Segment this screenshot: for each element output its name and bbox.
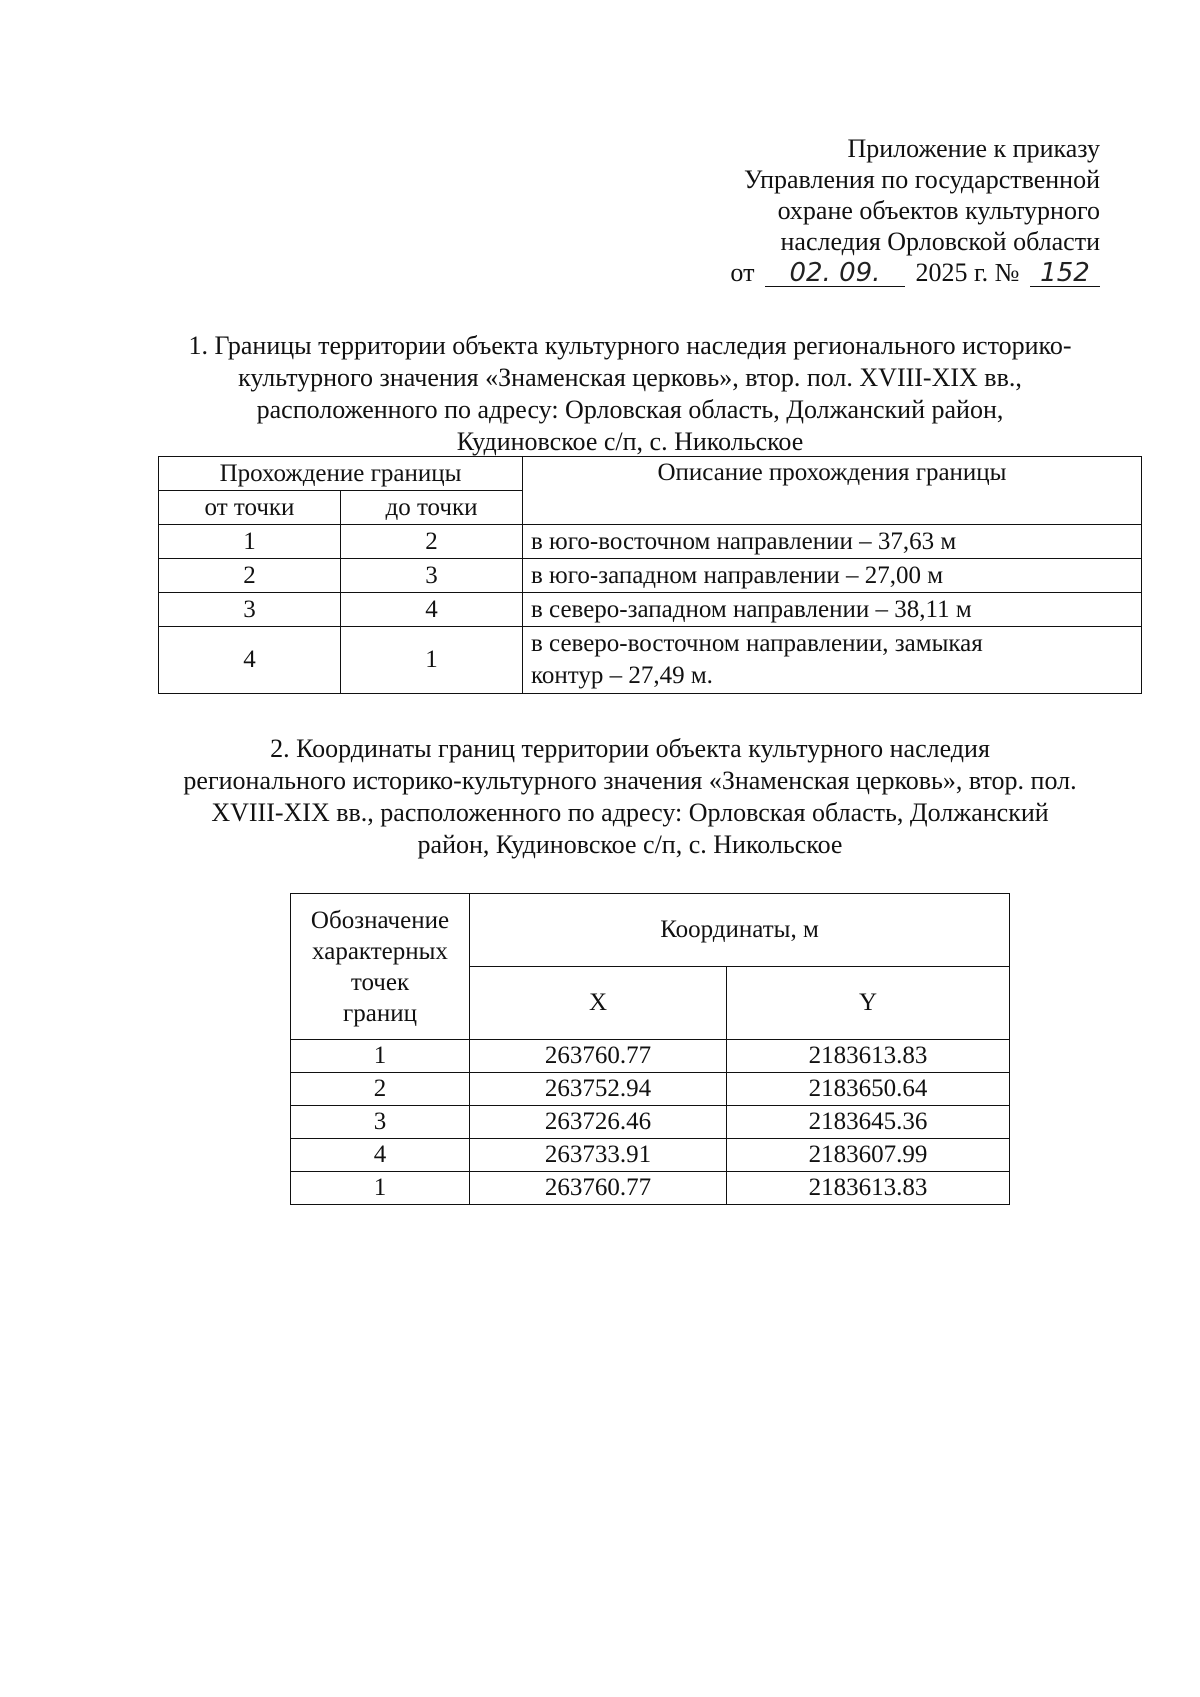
- cell-y: 2183607.99: [727, 1139, 1010, 1172]
- table-row: [291, 1139, 1010, 1172]
- header-date-line: [640, 257, 1100, 288]
- cell-to: 2: [341, 525, 523, 559]
- coordinates-table: [290, 893, 1010, 1205]
- handwritten-order-number: 152: [1030, 260, 1100, 287]
- cell-x: 263760.77: [470, 1040, 727, 1073]
- cell-y: 2183613.83: [727, 1040, 1010, 1073]
- section1-title: [150, 330, 1110, 458]
- header-point-designation: [291, 894, 470, 1040]
- cell-point: 1: [291, 1172, 470, 1205]
- header-y: Y: [727, 967, 1010, 1040]
- cell-description: [523, 627, 1142, 694]
- cell-from: 4: [159, 627, 341, 694]
- header-designation-line: характерных: [312, 937, 448, 965]
- table-row: [159, 593, 1142, 627]
- date-prefix: от: [730, 258, 755, 287]
- cell-from: 1: [159, 525, 341, 559]
- cell-point: 4: [291, 1139, 470, 1172]
- cell-point: 3: [291, 1106, 470, 1139]
- cell-description-line: в северо-восточном направлении, замыкая: [531, 630, 983, 657]
- cell-point: 1: [291, 1040, 470, 1073]
- table-row: [291, 1073, 1010, 1106]
- handwritten-date: 02. 09.: [765, 260, 905, 287]
- table-header-row: [291, 894, 1010, 967]
- header-boundary-route: Прохождение границы: [159, 457, 523, 491]
- section2-title-line: XVIII-XIX вв., расположенного по адресу: Орловская область, Должанский: [211, 798, 1049, 827]
- cell-y: 2183645.36: [727, 1106, 1010, 1139]
- cell-x: 263760.77: [470, 1172, 727, 1205]
- table-row: [291, 1040, 1010, 1073]
- header-from-point: от точки: [159, 491, 341, 525]
- header-x: X: [470, 967, 727, 1040]
- year-text: 2025 г. №: [915, 258, 1020, 287]
- header-to-point: до точки: [341, 491, 523, 525]
- cell-x: 263726.46: [470, 1106, 727, 1139]
- section2-title-line: район, Кудиновское с/п, с. Никольское: [417, 830, 843, 859]
- cell-description-line: контур – 27,49 м.: [531, 662, 713, 689]
- cell-from: 3: [159, 593, 341, 627]
- cell-y: 2183650.64: [727, 1073, 1010, 1106]
- cell-description: в северо-западном направлении – 38,11 м: [523, 593, 1142, 627]
- header-designation-line: Обозначение: [310, 906, 450, 934]
- table-row: [291, 1106, 1010, 1139]
- cell-to: 4: [341, 593, 523, 627]
- table-row: [159, 525, 1142, 559]
- boundary-route-table: [158, 456, 1142, 694]
- section1-title-line: культурного значения «Знаменская церковь», втор. пол. XVIII-XIX вв.,: [238, 363, 1022, 392]
- cell-from: 2: [159, 559, 341, 593]
- appendix-header: [640, 133, 1100, 288]
- cell-y: 2183613.83: [727, 1172, 1010, 1205]
- header-designation-line: границ: [343, 999, 417, 1027]
- cell-description: в юго-восточном направлении – 37,63 м: [523, 525, 1142, 559]
- header-coordinates: Координаты, м: [470, 894, 1010, 967]
- cell-description: в юго-западном направлении – 27,00 м: [523, 559, 1142, 593]
- cell-to: 3: [341, 559, 523, 593]
- table-row: [291, 1172, 1010, 1205]
- header-line-1: Приложение к приказу: [847, 134, 1100, 163]
- section1-title-line: расположенного по адресу: Орловская область, Должанский район,: [256, 395, 1004, 424]
- table-row: [159, 627, 1142, 694]
- section2-title-line: регионального историко-культурного значения «Знаменская церковь», втор. пол.: [183, 766, 1077, 795]
- cell-to: 1: [341, 627, 523, 694]
- table-row: [159, 559, 1142, 593]
- header-line-3: охране объектов культурного: [777, 196, 1100, 225]
- table-header-row: [159, 457, 1142, 491]
- header-line-4: наследия Орловской области: [780, 227, 1100, 256]
- cell-x: 263752.94: [470, 1073, 727, 1106]
- header-designation-line: точек: [350, 968, 410, 996]
- section1-title-line: Кудиновское с/п, с. Никольское: [456, 427, 804, 456]
- header-line-2: Управления по государственной: [743, 165, 1100, 194]
- cell-point: 2: [291, 1073, 470, 1106]
- section1-title-line: 1. Границы территории объекта культурного наследия регионального историко-: [188, 331, 1072, 360]
- section2-title: [150, 733, 1110, 861]
- section2-title-line: 2. Координаты границ территории объекта культурного наследия: [270, 734, 990, 763]
- cell-x: 263733.91: [470, 1139, 727, 1172]
- header-description: Описание прохождения границы: [523, 457, 1142, 525]
